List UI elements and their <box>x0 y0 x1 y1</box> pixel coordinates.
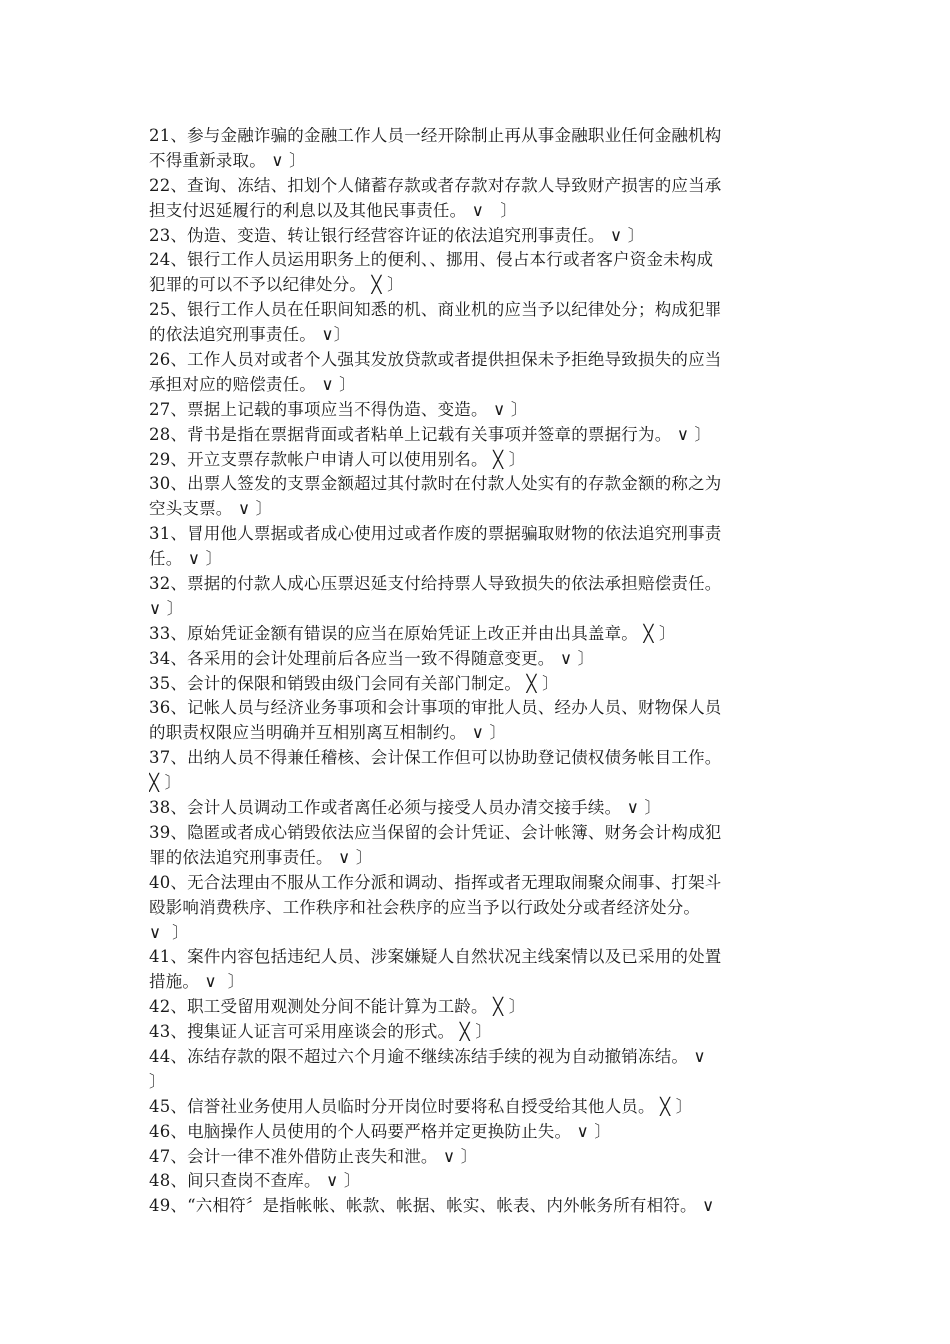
text-line: 30、出票人签发的支票金额超过其付款时在付款人处实有的存款金额的称之为 <box>149 474 722 494</box>
text-line: 26、工作人员对或者个人强其发放贷款或者提供担保未予拒绝导致损失的应当 <box>149 350 722 370</box>
text-line: 21、参与金融诈骗的金融工作人员一经开除制止再从事金融职业任何金融机构 <box>149 126 722 145</box>
text-line: ∨ 〕 <box>149 922 189 942</box>
text-line: 23、伪造、变造、转让银行经营容许证的依法追究刑事责任。 ∨ 〕 <box>149 225 645 245</box>
text-line: 〕 <box>149 1071 166 1091</box>
text-line: 24、银行工作人员运用职务上的便利、、挪用、侵占本行或者客户资金未构成 <box>149 250 714 270</box>
text-line: 25、银行工作人员在任职间知悉的机、商业机的应当予以纪律处分；构成犯罪 <box>149 300 722 320</box>
text-line: 29、开立支票存款帐户申请人可以使用别名。 ╳ 〕 <box>149 449 526 469</box>
text-line: 犯罪的可以不予以纪律处分。 ╳ 〕 <box>149 275 404 295</box>
text-line: 48、间只查岗不查库。 ∨ 〕 <box>149 1171 361 1191</box>
text-line: ╳ 〕 <box>149 773 182 793</box>
text-line: 33、原始凭证金额有错误的应当在原始凭证上改正并由出具盖章。 ╳ 〕 <box>149 623 676 643</box>
text-line: 42、职工受留用观测处分间不能计算为工龄。 ╳ 〕 <box>149 997 526 1017</box>
text-line: 担支付迟延履行的利息以及其他民事责任。 ∨ 〕 <box>149 200 518 220</box>
text-line: 43、搜集证人证言可采用座谈会的形式。 ╳ 〕 <box>149 1022 493 1042</box>
text-line: 40、无合法理由不服从工作分派和调动、指挥或者无理取闹聚众闹事、打架斗 <box>149 872 722 892</box>
text-line: 36、记帐人员与经济业务事项和会计事项的审批人员、经办人员、财物保人员 <box>149 698 722 718</box>
text-line: 34、各采用的会计处理前后各应当一致不得随意变更。 ∨ 〕 <box>149 648 595 668</box>
text-line: 罪的依法追究刑事责任。 ∨ 〕 <box>149 847 373 867</box>
text-line: 45、信誉社业务使用人员临时分开岗位时要将私自授受给其他人员。 ╳ 〕 <box>149 1096 693 1116</box>
text-line: 32、票据的付款人成心压票迟延支付给持票人导致损失的依法承担赔偿责任。 <box>149 574 722 594</box>
text-line: 的职责权限应当明确并互相别离互相制约。 ∨ 〕 <box>149 723 507 743</box>
text-line: 39、隐匿或者成心销毁依法应当保留的会计凭证、会计帐簿、财务会计构成犯 <box>149 822 722 842</box>
text-line: 27、票据上记载的事项应当不得伪造、变造。 ∨ 〕 <box>149 399 528 419</box>
text-line: 37、出纳人员不得兼任稽核、会计保工作但可以协助登记债权债务帐目工作。 <box>149 748 722 768</box>
text-line: 38、会计人员调动工作或者离任必须与接受人员办清交接手续。 ∨ 〕 <box>149 798 662 818</box>
text-line: 的依法追究刑事责任。 ∨〕 <box>149 325 351 345</box>
text-line: 44、冻结存款的限不超过六个月逾不继续冻结手续的视为自动撤销冻结。 ∨ <box>149 1046 706 1066</box>
text-line: 殴影响消费秩序、工作秩序和社会秩序的应当予以行政处分或者经济处分。 <box>149 897 701 917</box>
document-body <box>149 124 805 1219</box>
text-line: 承担对应的赔偿责任。 ∨ 〕 <box>149 374 356 394</box>
text-line: 不得重新录取。 ∨ 〕 <box>149 150 306 170</box>
text-line: 措施。 ∨ 〕 <box>149 972 245 992</box>
text-line: 47、会计一律不准外借防止丧失和泄。 ∨ 〕 <box>149 1146 478 1166</box>
text-line: 41、案件内容包括违纪人员、涉案嫌疑人自然状况主线案情以及已采用的处置 <box>149 947 722 967</box>
text-line: 任。 ∨ 〕 <box>149 549 223 569</box>
text-line: 49、“六相符〞是指帐帐、帐款、帐据、帐实、帐表、内外帐务所有相符。 ∨ <box>149 1196 715 1216</box>
text-line: 22、查询、冻结、扣划个人储蓄存款或者存款对存款人导致财产损害的应当承 <box>149 175 722 195</box>
text-line: 46、电脑操作人员使用的个人码要严格并定更换防止失。 ∨ 〕 <box>149 1121 612 1141</box>
text-line: 空头支票。 ∨ 〕 <box>149 499 273 519</box>
text-line: ∨ 〕 <box>149 598 184 618</box>
text-line: 31、冒用他人票据或者成心使用过或者作废的票据骗取财物的依法追究刑事责 <box>149 524 722 544</box>
text-line: 35、会计的保限和销毁由级门会同有关部门制定。 ╳ 〕 <box>149 673 559 693</box>
text-line: 28、背书是指在票据背面或者粘单上记载有关事项并签章的票据行为。 ∨ 〕 <box>149 424 712 444</box>
